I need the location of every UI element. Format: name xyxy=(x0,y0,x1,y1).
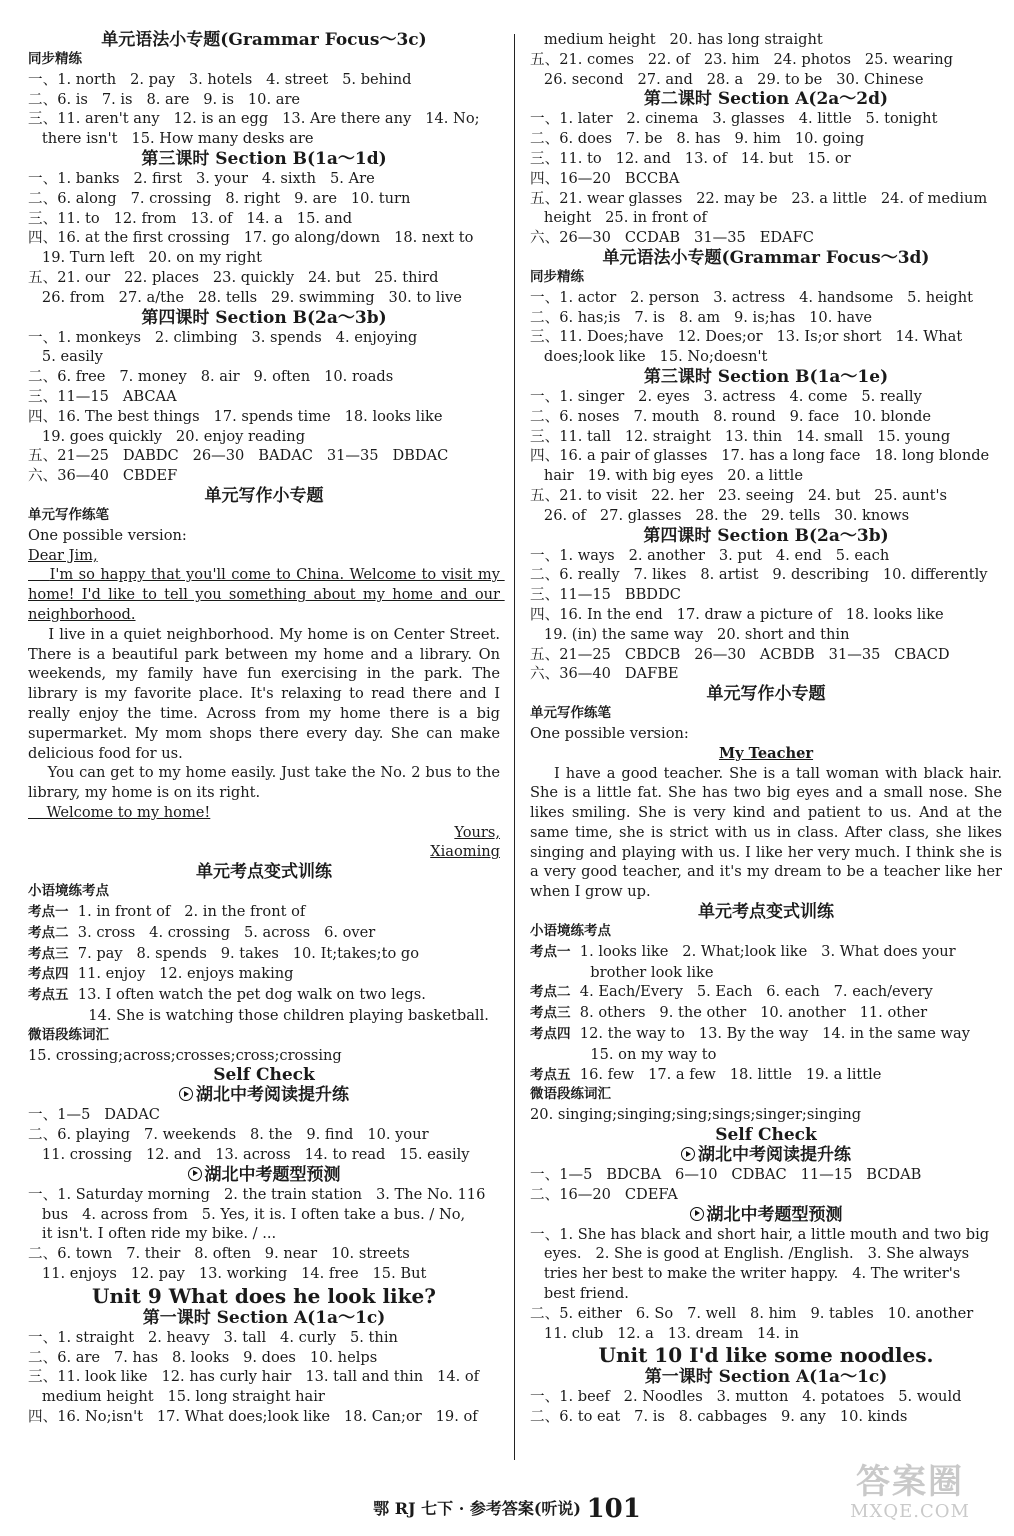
section-heading: 第三课时 Section B(1a～1d) xyxy=(141,148,387,169)
key-point-answers: 8. others 9. the other 10. another 11. other xyxy=(570,1004,928,1022)
exercise-label: 微语段练词汇 xyxy=(530,1086,611,1103)
answer-line: 15. on my way to xyxy=(530,1045,717,1063)
answer-line: 六、26—30 CCDAB 31—35 EDAFC xyxy=(530,229,814,247)
key-point-line xyxy=(28,944,500,965)
answer-line: 二、16—20 CDEFA xyxy=(530,1185,678,1203)
answer-line: 五、21. wear glasses 22. may be 23. a little 24. of medium xyxy=(530,189,988,207)
key-point-answers: 13. I often watch the pet dog walk on two legs. xyxy=(68,986,426,1004)
answer-line: 二、6. has;is 7. is 8. am 9. is;has 10. have xyxy=(530,308,872,326)
answer-line: 二、6. along 7. crossing 8. right 9. are 10. turn xyxy=(28,189,411,207)
play-circle-icon xyxy=(690,1207,704,1221)
essay-paragraph: I live in a quiet neighborhood. My home is on Center Street. There is a beautiful park between my home and a library. On weekends, my family have fun exercising in the park. The library is my favorite place. It's relaxing to read there and I really enjoy the time. Across from my home there is a big supermarket. My mom shops there every day. She can make delicious food for us. xyxy=(28,625,505,762)
key-point-label: 考点一 xyxy=(530,943,571,960)
answer-line: 五、21. our 22. places 23. quickly 24. but 25. third xyxy=(28,268,439,286)
right-column xyxy=(530,30,1007,1496)
answer-line: best friend. xyxy=(530,1285,629,1303)
answer-line: 一、1. north 2. pay 3. hotels 4. street 5. behind xyxy=(28,70,412,88)
key-point-answers: 1. looks like 2. What;look like 3. What does your xyxy=(570,942,956,960)
exercise-label: 同步精练 xyxy=(28,51,82,67)
footer-label: 鄂 RJ 七下 · 参考答案(听说) xyxy=(373,1499,581,1518)
exercise-label: 单元写作练笔 xyxy=(28,506,109,523)
answer-line: 三、11. to 12. from 13. of 14. a 15. and xyxy=(28,209,353,227)
section-heading: Self Check xyxy=(715,1125,817,1146)
watermark-logo xyxy=(820,1462,1000,1528)
watermark-text: 答案圈 xyxy=(856,1462,964,1502)
answer-line: 三、11—15 BBDDC xyxy=(530,586,681,604)
section-heading: 单元写作小专题 xyxy=(204,485,324,506)
essay-paragraph: I have a good teacher. She is a tall woman with black hair. She is a little fat. She has two big eyes and a small nose. She likes smiling. She is very kind and patient to us. And at the same time, she is strict with us in class. After class, she likes singing and playing with us. I like her very much. I think she is a very good teacher, and it's my dream to be a teacher like her when I grow up. xyxy=(530,764,1007,901)
exercise-label: 单元写作练笔 xyxy=(530,705,611,722)
play-circle-icon xyxy=(179,1087,193,1101)
key-point-label: 考点二 xyxy=(530,984,571,1001)
answer-line: brother look like xyxy=(530,963,714,981)
answer-line: One possible version: xyxy=(28,526,187,544)
answer-line: 五、21. to visit 22. her 23. seeing 24. but 25. aunt's xyxy=(530,486,947,504)
key-point-label: 考点一 xyxy=(28,904,69,921)
answer-line: 四、16. a pair of glasses 17. has a long face 18. long blonde xyxy=(530,447,990,465)
answer-line: 19. goes quickly 20. enjoy reading xyxy=(28,427,306,445)
key-point-line xyxy=(28,923,500,944)
answer-line: 二、5. either 6. So 7. well 8. him 9. tables 10. another xyxy=(530,1304,974,1322)
answer-line: 二、6. really 7. likes 8. artist 9. describing 10. differently xyxy=(530,566,988,584)
answer-line: 一、1. beef 2. Noodles 3. mutton 4. potatoes 5. would xyxy=(530,1388,962,1406)
answer-line: hair 19. with big eyes 20. a little xyxy=(530,467,803,485)
subsection-heading xyxy=(530,1145,1002,1165)
key-point-label: 考点二 xyxy=(28,924,69,941)
section-heading: 单元语法小专题(Grammar Focus～3d) xyxy=(602,247,930,268)
answer-line: medium height 20. has long straight xyxy=(530,31,823,48)
answer-line: 一、1—5 DADAC xyxy=(28,1106,160,1124)
key-point-label: 考点三 xyxy=(28,945,69,962)
key-point-line xyxy=(530,982,1002,1003)
exercise-label: 微语段练词汇 xyxy=(28,1026,109,1043)
exercise-label: 同步精练 xyxy=(530,268,584,285)
subsection-heading-text: 湖北中考题型预测 xyxy=(204,1164,341,1185)
key-point-line xyxy=(530,942,1002,963)
answer-line: 15. crossing;across;crosses;cross;crossing xyxy=(28,1046,342,1064)
subsection-heading-text: 湖北中考阅读提升练 xyxy=(698,1145,851,1166)
section-heading: 第一课时 Section A(1a～1c) xyxy=(644,1367,888,1388)
answer-line: 20. singing;singing;sing;sings;singer;singing xyxy=(530,1106,862,1124)
answer-line: 六、36—40 CBDEF xyxy=(28,467,178,485)
key-point-line xyxy=(28,964,500,985)
letter-signoff: Xiaoming xyxy=(430,843,500,861)
subsection-heading xyxy=(530,1205,1002,1225)
column-divider xyxy=(514,34,515,1460)
section-heading: 第四课时 Section B(2a～3b) xyxy=(643,525,889,546)
answer-line: 二、6. playing 7. weekends 8. the 9. find 10. your xyxy=(28,1126,429,1144)
answer-line: 一、1. She has black and short hair, a little mouth and two big xyxy=(530,1225,990,1243)
answer-line: 二、6. noses 7. mouth 8. round 9. face 10. blonde xyxy=(530,407,932,425)
answer-line: 26. second 27. and 28. a 29. to be 30. Chinese xyxy=(530,70,924,88)
exercise-label: 小语境练考点 xyxy=(530,923,611,940)
subsection-heading xyxy=(28,1085,500,1105)
key-point-answers: 11. enjoy 12. enjoys making xyxy=(68,965,294,983)
answer-line: 二、6. are 7. has 8. looks 9. does 10. helps xyxy=(28,1348,378,1366)
answer-line: 一、1. Saturday morning 2. the train station 3. The No. 116 xyxy=(28,1185,486,1203)
answer-line: 四、16. at the first crossing 17. go along/down 18. next to xyxy=(28,229,474,247)
answer-line: 五、21. comes 22. of 23. him 24. photos 25. wearing xyxy=(530,50,953,68)
answer-line: 二、6. does 7. be 8. has 9. him 10. going xyxy=(530,130,865,148)
answer-line: medium height 15. long straight hair xyxy=(28,1388,325,1406)
section-heading: 单元考点变式训练 xyxy=(196,862,332,883)
key-point-answers: 12. the way to 13. By the way 14. in the same way xyxy=(570,1025,970,1043)
answer-line: height 25. in front of xyxy=(530,209,707,227)
key-point-label: 考点五 xyxy=(28,987,69,1004)
essay-paragraph: You can get to my home easily. Just take the No. 2 bus to the library, my home is on its right. xyxy=(28,764,505,802)
answer-line: 四、16. No;isn't 17. What does;look like 18. Can;or 19. of xyxy=(28,1408,478,1426)
key-point-label: 考点三 xyxy=(530,1005,571,1022)
answer-line: 一、1. banks 2. first 3. your 4. sixth 5. Are xyxy=(28,169,375,187)
play-circle-icon xyxy=(681,1147,695,1161)
answer-line: 四、16. In the end 17. draw a picture of 18. looks like xyxy=(530,605,944,623)
answer-line: 三、11. aren't any 12. is an egg 13. Are there any 14. No; xyxy=(28,110,480,128)
unit-title: Unit 9 What does he look like? xyxy=(92,1283,436,1308)
answer-line: 三、11. to 12. and 13. of 14. but 15. or xyxy=(530,149,851,167)
answer-line: 二、6. is 7. is 8. are 9. is 10. are xyxy=(28,90,301,108)
key-point-answers: 3. cross 4. crossing 5. across 6. over xyxy=(68,923,376,941)
key-point-answers: 7. pay 8. spends 9. takes 10. It;takes;to go xyxy=(68,944,419,962)
section-heading: Self Check xyxy=(213,1065,315,1086)
exercise-label: 小语境练考点 xyxy=(28,883,109,900)
subsection-heading xyxy=(28,1165,500,1185)
key-point-answers: 16. few 17. a few 18. little 19. a little xyxy=(570,1065,882,1083)
answer-line: 11. club 12. a 13. dream 14. in xyxy=(530,1324,799,1342)
essay-title: My Teacher xyxy=(718,744,814,762)
answer-line: 三、11. tall 12. straight 13. thin 14. small 15. young xyxy=(530,427,951,445)
answer-line: does;look like 15. No;doesn't xyxy=(530,348,768,366)
key-point-label: 考点四 xyxy=(530,1026,571,1043)
key-point-line xyxy=(28,985,500,1006)
section-heading: 第四课时 Section B(2a～3b) xyxy=(141,307,387,328)
answer-line: 一、1—5 BDCBA 6—10 CDBAC 11—15 BCDAB xyxy=(530,1166,922,1184)
answer-line: 19. Turn left 20. on my right xyxy=(28,249,263,267)
answer-line: 11. crossing 12. and 13. across 14. to read 15. easily xyxy=(28,1146,470,1164)
answer-line: 五、21—25 DABDC 26—30 BADAC 31—35 DBDAC xyxy=(28,447,449,465)
answer-line: bus 4. across from 5. Yes, it is. I often take a bus. / No, xyxy=(28,1205,466,1223)
answer-line: 六、36—40 DAFBE xyxy=(530,665,679,683)
key-point-label: 考点四 xyxy=(28,966,69,983)
answer-line: 一、1. singer 2. eyes 3. actress 4. come 5. really xyxy=(530,387,922,405)
answer-line: 四、16. The best things 17. spends time 18. looks like xyxy=(28,407,443,425)
section-heading: 第三课时 Section B(1a～1e) xyxy=(643,366,889,387)
answer-line: it isn't. I often ride my bike. / ... xyxy=(28,1225,277,1243)
answer-line: 二、6. town 7. their 8. often 9. near 10. streets xyxy=(28,1245,410,1263)
answer-line: 三、11—15 ABCAA xyxy=(28,387,177,405)
answer-line: 一、1. ways 2. another 3. put 4. end 5. each xyxy=(530,546,890,564)
letter-signoff: Yours, xyxy=(454,823,500,841)
section-heading: 第二课时 Section A(2a～2d) xyxy=(643,89,889,110)
key-point-line xyxy=(530,1065,1002,1086)
answer-line: 14. She is watching those children playing basketball. xyxy=(28,1007,489,1025)
play-circle-icon xyxy=(188,1167,202,1181)
answer-line: tries her best to make the writer happy. 4. The writer's xyxy=(530,1265,961,1283)
answer-line: 一、1. monkeys 2. climbing 3. spends 4. enjoying xyxy=(28,328,418,346)
key-point-line xyxy=(530,1003,1002,1024)
answer-line: 三、11. Does;have 12. Does;or 13. Is;or short 14. What xyxy=(530,328,963,346)
essay-paragraph: I'm so happy that you'll come to China. Welcome to visit my home! I'd like to tell you something about my home and our neighborhood. xyxy=(28,566,505,623)
key-point-line xyxy=(530,1024,1002,1045)
answer-line: 二、6. to eat 7. is 8. cabbages 9. any 10. kinds xyxy=(530,1408,908,1426)
key-point-answers: 4. Each/Every 5. Each 6. each 7. each/every xyxy=(570,983,933,1001)
answer-line: 19. (in) the same way 20. short and thin xyxy=(530,625,850,643)
key-point-line xyxy=(28,902,500,923)
answer-line: 一、1. straight 2. heavy 3. tall 4. curly 5. thin xyxy=(28,1328,398,1346)
answer-line: 四、16—20 BCCBA xyxy=(530,169,680,187)
key-point-answers: 1. in front of 2. in the front of xyxy=(68,903,306,921)
watermark-url: MXQE.COM xyxy=(850,1501,970,1522)
answer-line: 一、1. later 2. cinema 3. glasses 4. little 5. tonight xyxy=(530,110,938,128)
answer-line: there isn't 15. How many desks are xyxy=(28,130,314,148)
section-heading: 单元写作小专题 xyxy=(706,684,826,705)
section-heading: 单元语法小专题(Grammar Focus～3c) xyxy=(101,30,427,50)
unit-title: Unit 10 I'd like some noodles. xyxy=(598,1343,934,1368)
section-heading: 单元考点变式训练 xyxy=(698,902,834,923)
answer-line: Welcome to my home! xyxy=(28,803,211,821)
answer-line: 五、21—25 CBDCB 26—30 ACBDB 31—35 CBACD xyxy=(530,645,950,663)
answer-line: 二、6. free 7. money 8. air 9. often 10. roads xyxy=(28,368,394,386)
answer-line: 11. enjoys 12. pay 13. working 14. free 15. But xyxy=(28,1265,427,1283)
key-point-label: 考点五 xyxy=(530,1066,571,1083)
answer-line: 三、11. look like 12. has curly hair 13. tall and thin 14. of xyxy=(28,1368,480,1386)
answer-line: 一、1. actor 2. person 3. actress 4. handsome 5. height xyxy=(530,288,974,306)
answer-line: eyes. 2. She is good at English. /English. 3. She always xyxy=(530,1245,970,1263)
left-column xyxy=(28,30,505,1496)
subsection-heading-text: 湖北中考阅读提升练 xyxy=(196,1085,349,1106)
answer-line: Dear Jim, xyxy=(28,546,98,564)
section-heading: 第一课时 Section A(1a～1c) xyxy=(142,1307,386,1328)
answer-line: 26. from 27. a/the 28. tells 29. swimming 30. to live xyxy=(28,288,462,306)
answer-line: 26. of 27. glasses 28. the 29. tells 30. knows xyxy=(530,506,910,524)
subsection-heading-text: 湖北中考题型预测 xyxy=(706,1204,843,1225)
answer-line: One possible version: xyxy=(530,724,689,742)
page-number: 101 xyxy=(586,1494,641,1524)
answer-line: 5. easily xyxy=(28,348,103,366)
